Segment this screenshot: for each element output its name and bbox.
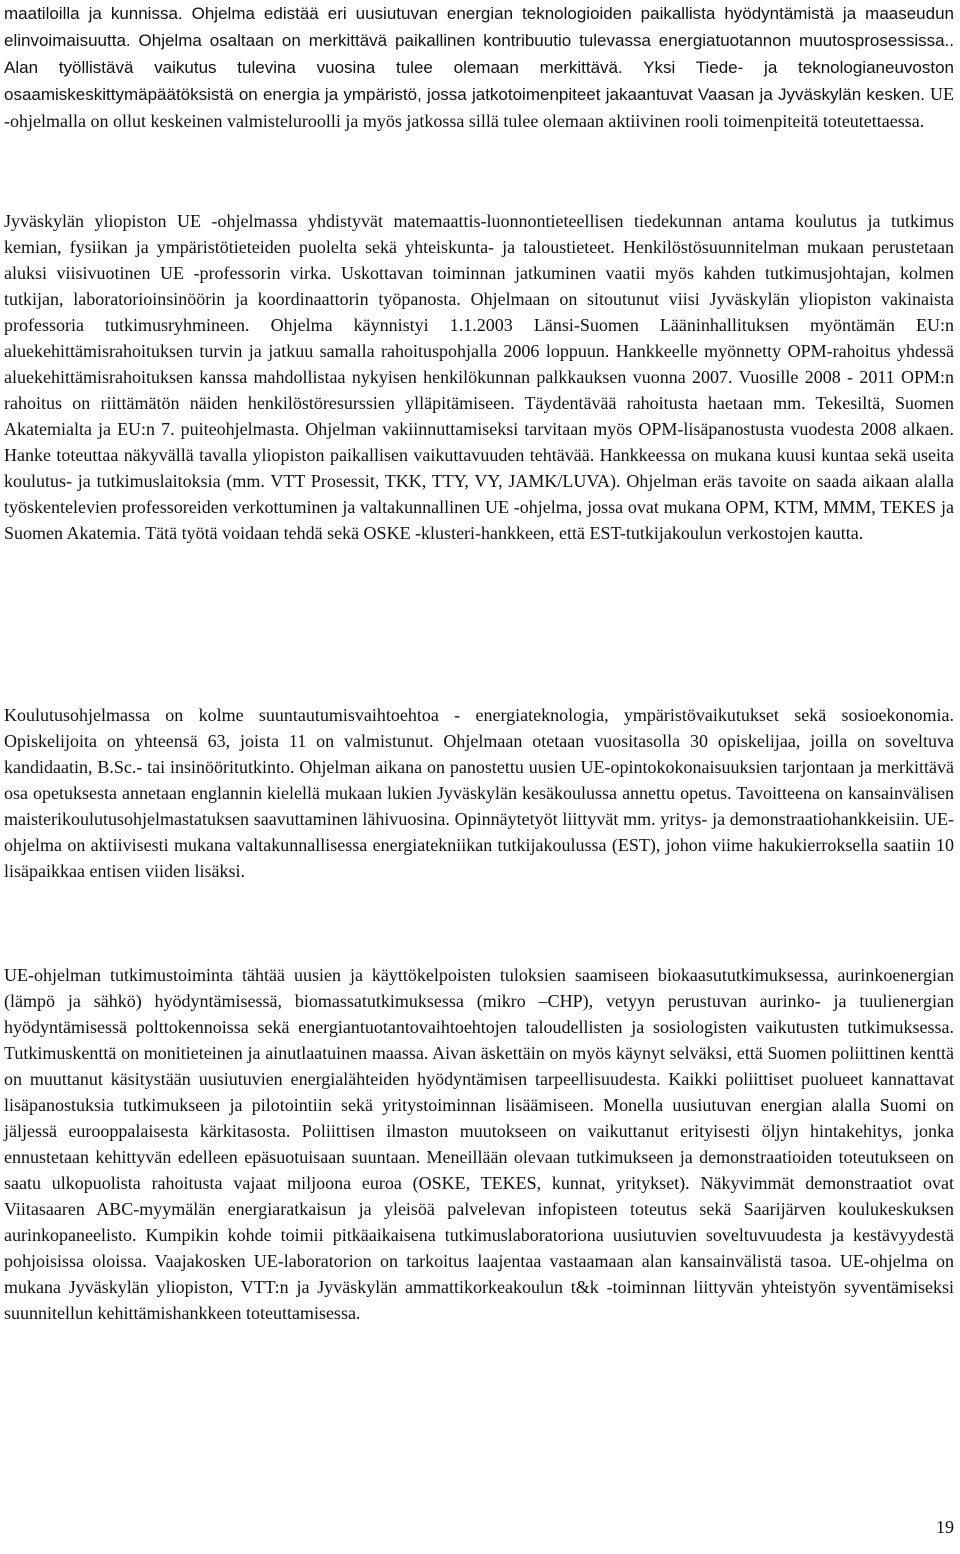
- paragraph-university-program: Jyväskylän yliopiston UE -ohjelmassa yhdistyvät matemaattis-luonnontieteellisen tiedekunnan antama koulutus ja tutkimus kemian, fysiikan ja ympäristötieteiden puolelta sekä yhteiskunta- ja taloustieteet. Henkilöstösuunnitelman mukaan perustetaan aluksi viisivuotinen UE -professorin virka. Uskottavan toiminnan jatkuminen vaatii myös kahden tutkimusjohtajan, kolmen tutkijan, laboratorioinsinöörin ja koordinaattorin työpanosta. Ohjelmaan on sitoutunut viisi Jyväskylän yliopiston vakinaista professoria tutkimusryhmineen. Ohjelma käynnistyi 1.1.2003 Länsi-Suomen Lääninhallituksen myöntämän EU:n aluekehittämisrahoituksen turvin ja jatkuu samalla rahoituspohjalla 2006 loppuun. Hankkeelle myönnetty OPM-rahoitus yhdessä aluekehittämisrahoituksen kanssa mahdollistaa nykyisen henkilökunnan palkkauksen vuonna 2007. Vuosille 2008 - 2011 OPM:n rahoitus on riittämätön näiden henkilöstöresurssien ylläpitämiseen. Täydentävää rahoitusta haetaan mm. Tekesiltä, Suomen Akatemialta ja EU:n 7. puiteohjelmasta. Ohjelman vakiinnuttamiseksi tarvitaan myös OPM-lisäpanostusta vuodesta 2008 alkaen. Hanke toteuttaa näkyvällä tavalla yliopiston paikallisen vaikuttavuuden tehtävää. Hankkeessa on mukana kuusi kuntaa sekä useita koulutus- ja tutkimuslaitoksia (mm. VTT Prosessit, TKK, TTY, VY, JAMK/LUVA). Ohjelman eräs tavoite on saada aikaan alalla työskentelevien professoreiden verkottuminen ja valtakunnallinen UE -ohjelma, jossa ovat mukana OPM, KTM, MMM, TEKES ja Suomen Akatemia. Tätä työtä voidaan tehdä sekä OSKE -klusteri-hankkeen, että EST-tutkijakoulun verkostojen kautta.: [4, 211, 954, 543]
- paragraph-1-part-a: maatiloilla ja kunnissa. Ohjelma edistää eri uusiutuvan energian teknologioiden paikallista hyödyntämistä ja maaseudun elinvoimaisuutta. Ohjelma osaltaan on merkittävä paikallinen kontribuutio tulevassa energiatuotannon muutosprosessissa.. Alan työllistävä vaikutus tulevina vuosina tulee olemaan merkittävä.: [4, 4, 954, 77]
- paragraph-energy-program: [4, 0, 954, 134]
- paragraph-research-activities: UE-ohjelman tutkimustoiminta tähtää uusien ja käyttökelpoisten tuloksien saamiseen biokaasututkimuksessa, aurinkoenergian (lämpö ja sähkö) hyödyntämisessä, biomassatutkimuksessa (mikro –CHP), vetyyn perustuvan aurinko- ja tuulienergian hyödyntämisessä polttokennoissa sekä energiantuotantovaihtoehtojen taloudellisten ja sosiologisten vaikutusten tutkimuksessa. Tutkimuskenttä on monitieteinen ja ainutlaatuinen maassa. Aivan äskettäin on myös käynyt selväksi, että Suomen poliittinen kenttä on muuttanut käsitystään uusiutuvien energialähteiden hyödyntämisen tarpeellisuudesta. Kaikki poliittiset puolueet kannattavat lisäpanostuksia tutkimukseen ja pilotointiin sekä yritystoiminnan lisäämiseen. Monella uusiutuvan energian alalla Suomi on jäljessä eurooppalaisesta kärkitasosta. Poliittisen ilmaston muutokseen on vaikuttanut erityisesti öljyn hintakehitys, jonka ennustetaan kehittyvän edelleen epäsuotuisaan suuntaan. Meneillään olevaan tutkimukseen ja demonstraatioiden toteutukseen on saatu ulkopuolista rahoitusta vajaat miljoona euroa (OSKE, TEKES, kunnat, yritykset). Näkyvimmät demonstraatiot ovat Viitasaaren ABC-myymälän energiaratkaisun ja yleisöä palvelevan infopisteen toteutus sekä Saarijärven koulukeskuksen aurinkopaneelisto. Kumpikin kohde toimii pitkäaikaisena tutkimuslaboratoriona uusiutuvien soveltuvuudesta ja kestävyydestä pohjoisissa oloissa. Vaajakosken UE-laboratorion on tarkoitus laajentaa vastaamaan alan kansainvälistä tasoa. UE-ohjelma on mukana Jyväskylän yliopiston, VTT:n ja Jyväskylän ammattikorkeakoulun t&k -toiminnan liittyvän yhteistyön syventämiseksi suunnitellun kehittämishankkeen toteuttamisessa.: [4, 965, 954, 1323]
- paragraph-education-program: Koulutusohjelmassa on kolme suuntautumisvaihtoehtoa - energiateknologia, ympäristövaikutukset sekä sosioekonomia. Opiskelijoita on yhteensä 63, joista 11 on valmistunut. Ohjelmaan otetaan vuositasolla 30 opiskelijaa, joilla on soveltuva kandidaatin, B.Sc.- tai insinööritutkinto. Ohjelman aikana on panostettu uusien UE-opintokokonaisuuksien tarjontaan ja merkittävä osa opetuksesta annetaan englannin kielellä mukaan lukien Jyväskylän kesäkoulussa annettu opetus. Tavoitteena on kansainvälisen maisterikoulutusohjelmastatuksen saavuttaminen lähivuosina. Opinnäytetyöt liittyvät mm. yritys- ja demonstraatiohankkeisiin. UE-ohjelma on aktiivisesti mukana valtakunnallisessa energiatekniikan tutkijakoulussa (EST), johon viime hakukierroksella saatiin 10 lisäpaikkaa entisen viiden lisäksi.: [4, 705, 954, 881]
- page-number: 19: [936, 1517, 954, 1537]
- paragraph-1-part-b: Yksi Tiede- ja teknologianeuvoston osaamiskeskittymäpäätöksistä on energia ja ympäristö, jossa jatkotoimenpiteet jakaantuvat Vaasan ja Jyväskylän kesken.: [4, 58, 954, 104]
- paragraph-1-part-c: UE -ohjelmalla on ollut keskeinen valmisteluroolli ja myös jatkossa sillä tulee olemaan aktiivinen rooli toimenpiteitä toteutettaessa.: [4, 84, 954, 131]
